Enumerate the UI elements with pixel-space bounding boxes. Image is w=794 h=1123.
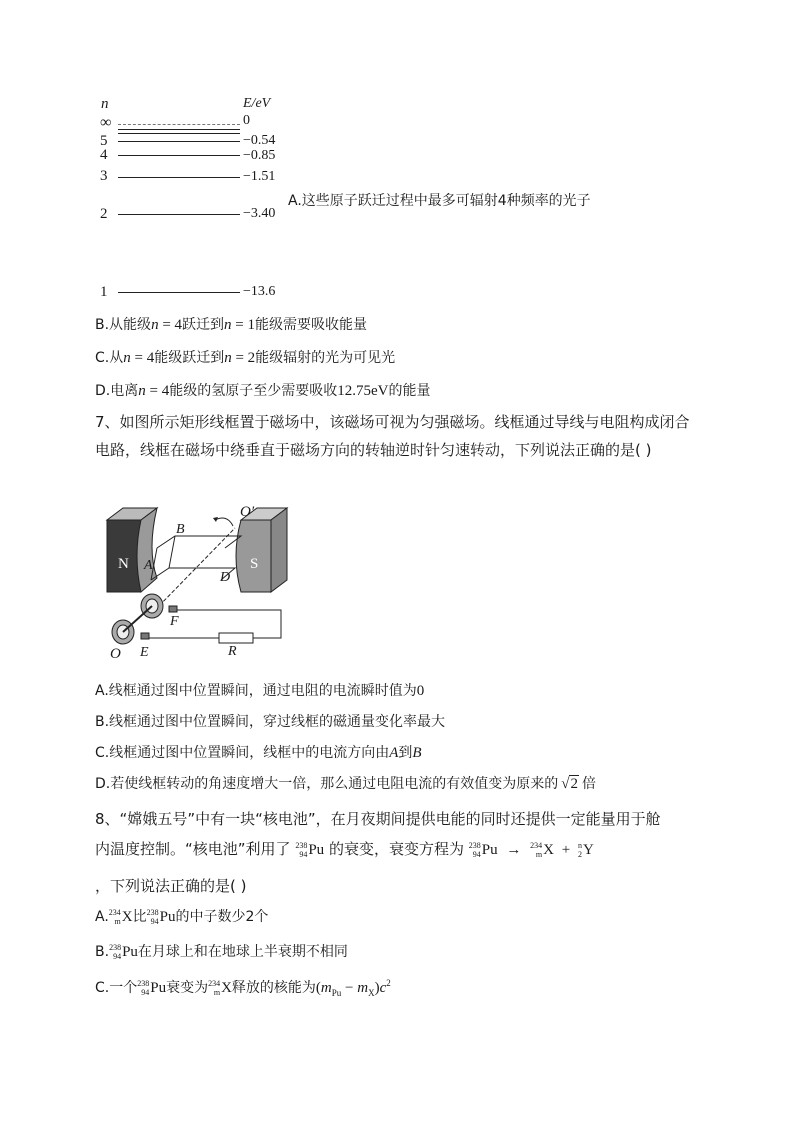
q8-c-text3: 释放的核能为 xyxy=(231,980,316,996)
sqrt-radicand: 2 xyxy=(570,776,578,792)
q7-a-text: A.线框通过图中位置瞬间，通过电阻的电流瞬时值为 xyxy=(95,683,417,699)
q7-option-b: B.线框通过图中位置瞬间，穿过线框的磁通量变化率最大 xyxy=(95,714,446,730)
brush-f xyxy=(169,606,177,612)
q8-a-pu-scripts xyxy=(147,908,159,926)
n-magnet xyxy=(107,508,157,592)
q8-c-x-mass: 234 xyxy=(208,979,221,988)
eq-pu-symbol: Pu xyxy=(481,842,498,858)
q7-stem: 7、如图所示矩形线框置于磁场中，该磁场可视为匀强磁场。线框通过导线与电阻构成闭合电路，线框在磁场中绕垂直于磁场方向的转轴逆时针匀速转动，下列说法正确的是( ) xyxy=(95,413,690,459)
eq-y-symbol: Y xyxy=(583,842,594,858)
q6-c-n1: n xyxy=(123,350,131,366)
pu-mass: 238 xyxy=(295,840,308,850)
level-e-2: −3.40 xyxy=(243,206,276,221)
q8-b-pu-scripts xyxy=(109,943,121,961)
q6-d-v1: = 4 xyxy=(145,383,170,399)
eq-y-mass: n xyxy=(578,840,583,850)
level-line-1 xyxy=(118,292,240,293)
sqrt-expression: √2 xyxy=(561,776,578,792)
formula-sub-pu: Pu xyxy=(331,988,342,998)
q6-b-n2: n xyxy=(224,317,232,333)
level-e-3: −1.51 xyxy=(243,169,276,184)
q8-stem2-text1: 内温度控制。“核电池”利用了 xyxy=(95,840,291,858)
q8-stem-line2 xyxy=(95,838,594,859)
q8-a-text2: 的中子数少2个 xyxy=(175,909,269,925)
level-e-inf: 0 xyxy=(243,113,250,128)
level-e-4: −0.85 xyxy=(243,148,276,163)
q8-b-pu-symbol: Pu xyxy=(122,944,138,960)
level-n-5: 5 xyxy=(100,133,108,149)
formula-c: c xyxy=(379,980,387,996)
q8-a-text1: 比 xyxy=(132,909,147,925)
formula-m2: m xyxy=(357,980,369,996)
q8-c-x-z: m xyxy=(213,988,221,997)
q6-option-a: A.这些原子跃迁过程中最多可辐射4种频率的光子 xyxy=(288,193,591,209)
label-o-prime: O′ xyxy=(240,504,255,520)
q8-c-text1: C.一个 xyxy=(95,980,138,996)
level-n-inf: ∞ xyxy=(100,114,112,131)
q8-c-x-symbol: X xyxy=(221,980,232,996)
q6-b-text2: 跃迁到 xyxy=(182,317,225,333)
q8-stem-line3: ，下列说法正确的是( ) xyxy=(95,877,247,895)
eq-x-scripts xyxy=(530,841,542,859)
q6-c-n2: n xyxy=(224,350,232,366)
label-e: E xyxy=(140,645,149,660)
eq-pu-z: 94 xyxy=(472,849,481,859)
formula-minus: − xyxy=(341,980,358,996)
level-line-6 xyxy=(118,129,240,130)
q6-c-text1: C.从 xyxy=(95,350,124,366)
q7-c-a: A xyxy=(389,745,399,761)
q7-option-a xyxy=(95,680,424,700)
resistor xyxy=(219,633,253,643)
q8-stem2-text2: 的衰变，衰变方程为 xyxy=(328,840,464,858)
q6-c-v2: = 2 xyxy=(231,350,256,366)
q8-b-pu-mass: 238 xyxy=(109,943,122,952)
label-n-pole: N xyxy=(118,556,129,572)
q8-a-label: A. xyxy=(95,909,109,925)
label-s-pole: S xyxy=(250,556,259,572)
q8-c-pu-mass: 238 xyxy=(137,979,150,988)
q8-a-x-z: m xyxy=(114,917,121,926)
q6-d-text3: 的能量 xyxy=(388,383,431,399)
rotation-arrow xyxy=(215,518,233,526)
generator-figure xyxy=(95,500,295,665)
level-n-1: 1 xyxy=(100,284,108,300)
formula-square: 2 xyxy=(386,978,391,988)
n-axis-label: n xyxy=(101,96,109,112)
q7-c-b: B xyxy=(412,745,422,761)
q8-b-text: 在月球上和在地球上半衰期不相同 xyxy=(137,944,348,960)
q7-d-text2: 倍 xyxy=(581,776,596,792)
q6-b-v2: = 1 xyxy=(231,317,255,333)
q6-b-text1: B.从能级 xyxy=(95,317,152,333)
q6-d-energy: 12.75eV xyxy=(337,383,389,399)
q6-c-text3: 能级辐射的光为可见光 xyxy=(255,350,396,366)
level-n-2: 2 xyxy=(100,206,108,222)
eq-x-mass: 234 xyxy=(530,840,543,850)
q6-c-v1: = 4 xyxy=(130,350,155,366)
level-line-5 xyxy=(118,141,240,142)
q8-b-label: B. xyxy=(95,944,110,960)
q8-c-pu-z: 94 xyxy=(141,988,150,997)
q8-a-x-symbol: X xyxy=(121,909,133,925)
label-r: R xyxy=(228,644,237,659)
level-line-5b xyxy=(118,133,240,134)
q6-d-n1: n xyxy=(138,383,146,399)
eq-pu-scripts xyxy=(469,841,481,859)
slip-rings xyxy=(112,594,163,644)
q8-a-x-mass: 234 xyxy=(108,908,121,917)
q6-b-n1: n xyxy=(151,317,159,333)
q7-option-d xyxy=(95,773,596,793)
q8-a-pu-z: 94 xyxy=(150,917,159,926)
eq-y-z: 2 xyxy=(578,849,583,859)
mass-defect-formula: $(m_{Pu} - m_X)c^2$ xyxy=(315,978,391,998)
q7-option-c xyxy=(95,742,422,762)
eq-y-scripts xyxy=(578,841,582,859)
eq-x-z: m xyxy=(535,849,543,859)
q6-option-b xyxy=(95,314,367,334)
q8-a-pu-mass: 238 xyxy=(146,908,159,917)
q8-a-x-scripts xyxy=(109,908,121,926)
q6-option-d xyxy=(95,380,430,400)
q6-d-text1: D.电离 xyxy=(95,383,139,399)
q6-d-text2: 能级的氢原子至少需要吸收 xyxy=(169,383,338,399)
q8-c-pu-scripts xyxy=(137,979,149,997)
q8-option-b xyxy=(95,941,348,961)
level-e-5: −0.54 xyxy=(243,133,276,148)
q8-option-a xyxy=(95,906,268,926)
q6-c-text2: 能级跃迁到 xyxy=(154,350,225,366)
q7-d-text1: D.若使线框转动的角速度增大一倍，那么通过电阻电流的有效值变为原来的 xyxy=(95,776,559,792)
level-line-inf xyxy=(118,124,240,125)
decay-arrow: → xyxy=(506,842,522,858)
label-a: A xyxy=(144,558,153,573)
q8-c-text2: 衰变为 xyxy=(166,980,209,996)
brush-e xyxy=(141,633,149,639)
q8-a-pu-symbol: Pu xyxy=(159,909,176,925)
eq-plus: + xyxy=(561,842,571,858)
pu-nuclide-scripts xyxy=(295,841,307,859)
q7-c-text2: 到 xyxy=(398,745,413,761)
label-o: O xyxy=(110,646,121,662)
label-b: B xyxy=(176,522,185,537)
label-d: D xyxy=(220,570,231,585)
q6-b-v1: = 4 xyxy=(158,317,183,333)
level-n-3: 3 xyxy=(100,168,108,184)
q8-b-pu-z: 94 xyxy=(113,952,122,961)
q7-a-value: 0 xyxy=(416,683,425,699)
formula-m1: m xyxy=(320,980,332,996)
e-axis-label xyxy=(243,96,270,112)
pu-symbol: Pu xyxy=(308,842,325,858)
label-f: F xyxy=(170,614,179,629)
q8-c-x-scripts xyxy=(208,979,220,997)
q6-option-c xyxy=(95,347,395,367)
q8-stem-line1: 8、“嫦娥五号”中有一块“核电池”，在月夜期间提供电能的同时还提供一定能量用于舱 xyxy=(95,810,661,828)
eq-x-symbol: X xyxy=(543,842,554,858)
level-e-1: −13.6 xyxy=(243,284,276,299)
q7-c-text1: C.线框通过图中位置瞬间，线框中的电流方向由 xyxy=(95,745,390,761)
pu-z: 94 xyxy=(299,849,308,859)
formula-sub-x: X xyxy=(368,988,375,998)
level-n-4: 4 xyxy=(100,147,108,163)
q8-c-pu-symbol: Pu xyxy=(150,980,167,996)
level-line-2 xyxy=(118,214,240,215)
q6-b-text3: 能级需要吸收能量 xyxy=(255,317,367,333)
level-line-4 xyxy=(118,155,240,156)
level-line-3 xyxy=(118,177,240,178)
eq-pu-mass: 238 xyxy=(468,840,481,850)
q8-option-c xyxy=(95,977,391,998)
e-axis-label-text: E/eV xyxy=(243,96,271,111)
